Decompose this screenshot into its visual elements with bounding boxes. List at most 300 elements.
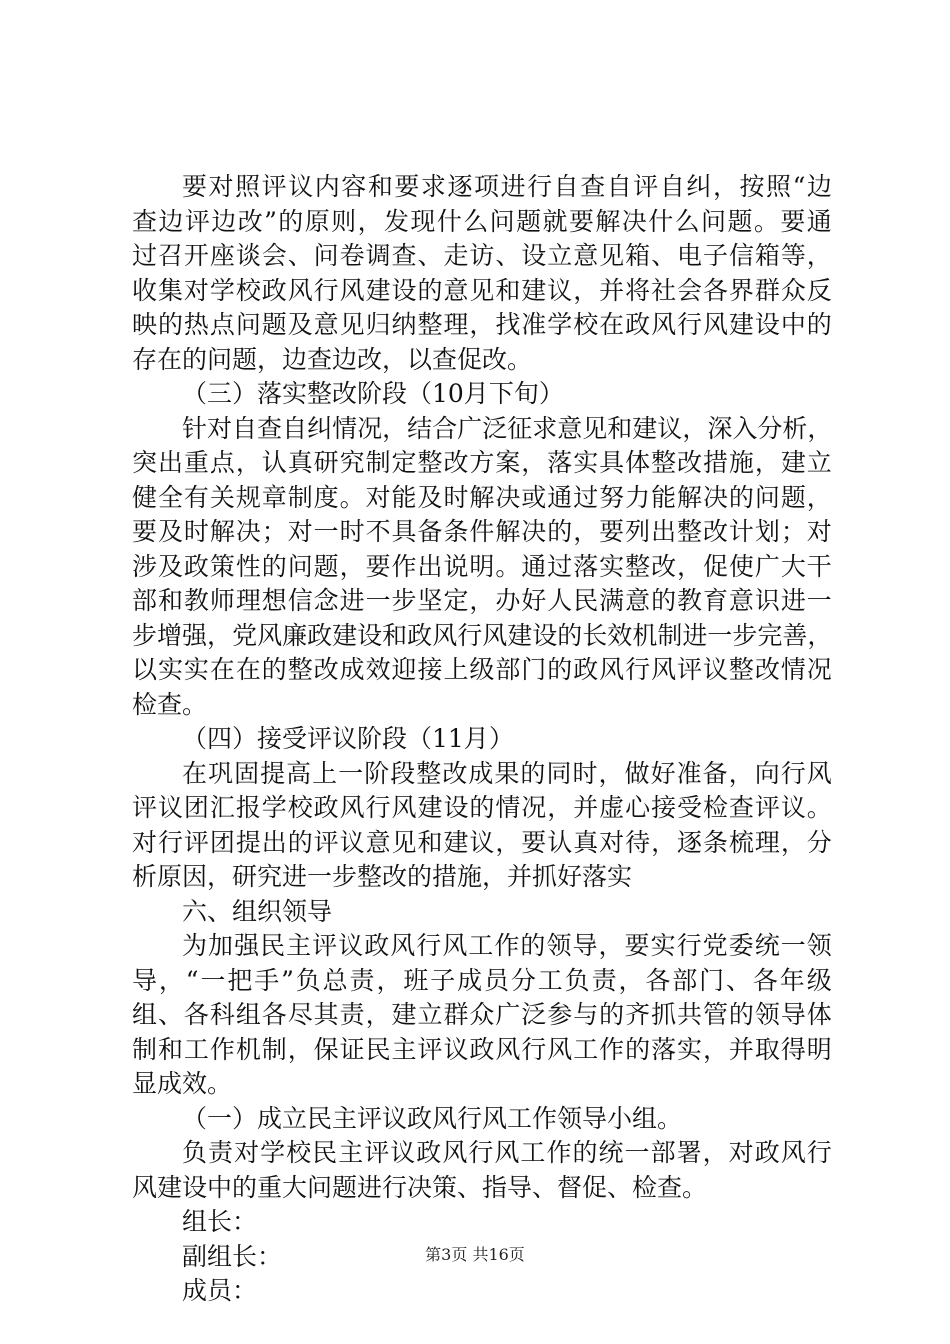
glyph: 团 (209, 827, 235, 857)
glyph: 解 (495, 517, 521, 546)
glyph: 对 (365, 482, 391, 512)
glyph: 作 (546, 1138, 572, 1167)
glyph: 风 (494, 1138, 520, 1167)
glyph: 想 (261, 586, 287, 615)
glyph: 机 (235, 1034, 261, 1064)
glyph: 、 (651, 241, 677, 270)
glyph: 制 (365, 448, 391, 477)
text-line (132, 481, 832, 516)
text-line (132, 722, 832, 757)
glyph: 实 (599, 551, 625, 581)
glyph: 整 (677, 517, 703, 546)
glyph: 突 (132, 448, 158, 477)
glyph: ， (807, 620, 832, 650)
glyph: 自 (659, 172, 685, 201)
glyph: 具 (391, 517, 417, 546)
text-line (132, 343, 832, 378)
glyph: ， (677, 551, 703, 581)
glyph: 和 (157, 1034, 183, 1064)
glyph: 条 (702, 827, 728, 857)
text-line (132, 895, 832, 930)
glyph: 要 (365, 551, 391, 581)
glyph: 会 (677, 275, 703, 305)
glyph: 落 (547, 448, 573, 477)
page-number-label: 第3页 共16页 (425, 1245, 525, 1264)
glyph: 逐 (677, 827, 703, 857)
glyph: 一 (313, 517, 339, 546)
glyph: 题 (516, 206, 542, 236)
glyph: 通 (521, 551, 547, 581)
glyph: 署 (676, 1138, 702, 1167)
text-line (132, 1102, 832, 1137)
glyph: 过 (573, 482, 599, 512)
glyph: 要 (599, 517, 625, 546)
glyph: 阶 (364, 758, 390, 788)
glyph: ， (651, 827, 677, 857)
glyph: 强 (182, 620, 208, 650)
text-line-content: 检查。 (132, 689, 208, 719)
glyph: 析 (782, 413, 808, 443)
glyph: 的 (599, 1000, 625, 1029)
glyph: 改 (677, 448, 703, 477)
glyph: ， (495, 827, 521, 857)
glyph: 发 (383, 206, 409, 236)
glyph: 级 (469, 655, 495, 684)
glyph: ； (261, 517, 287, 546)
glyph: ， (618, 965, 644, 995)
text-line (132, 1205, 832, 1240)
text-line (132, 619, 832, 654)
glyph: 教 (677, 586, 703, 615)
glyph: 行 (780, 758, 806, 788)
glyph: 作 (391, 551, 417, 581)
glyph: 查 (391, 241, 417, 270)
glyph: 及 (157, 517, 183, 546)
glyph: 的 (547, 655, 573, 684)
glyph: 对 (287, 517, 313, 546)
glyph: ， (365, 1000, 391, 1029)
glyph: 报 (235, 793, 261, 822)
glyph: ， (598, 758, 624, 788)
glyph: 成 (339, 655, 365, 684)
glyph: 的 (520, 931, 546, 960)
glyph: ， (780, 827, 806, 857)
glyph: 各 (645, 965, 671, 995)
glyph: 收 (132, 275, 158, 305)
glyph: 成 (457, 965, 483, 995)
glyph: 年 (779, 965, 805, 995)
glyph: 按 (739, 172, 765, 201)
glyph: 对 (806, 517, 832, 546)
glyph: 成 (468, 758, 494, 788)
glyph: 政 (183, 551, 209, 581)
glyph: 证 (339, 1034, 365, 1064)
glyph: 时 (339, 517, 365, 546)
glyph: 廉 (282, 620, 308, 650)
glyph: 决 (621, 206, 647, 236)
glyph: 高 (286, 758, 312, 788)
glyph: 查 (257, 413, 283, 443)
text-line-content: 六、组织领导 (182, 896, 333, 926)
glyph: 建 (365, 275, 391, 305)
glyph: 见 (391, 827, 417, 857)
glyph: 主 (338, 1138, 364, 1167)
glyph: 情 (332, 413, 358, 443)
glyph: 卷 (339, 241, 365, 270)
glyph: 时 (183, 517, 209, 546)
glyph: 题 (261, 310, 287, 339)
glyph: 一 (624, 1138, 650, 1167)
glyph: 能 (391, 482, 417, 512)
glyph: 风 (257, 620, 283, 650)
glyph: 召 (157, 241, 183, 270)
glyph: 备 (702, 758, 728, 788)
glyph: 问 (313, 241, 339, 270)
glyph: ， (207, 620, 233, 650)
glyph: 要 (624, 931, 650, 960)
glyph: 风 (482, 620, 508, 650)
glyph: 自 (232, 413, 258, 443)
glyph: 性 (235, 551, 261, 581)
glyph: 受 (677, 793, 703, 822)
glyph: “ (792, 172, 806, 201)
glyph: 什 (436, 206, 462, 236)
glyph: 什 (648, 206, 674, 236)
glyph: ， (357, 206, 383, 236)
glyph: 的 (520, 758, 546, 788)
glyph: ， (339, 551, 365, 581)
glyph: 见 (339, 310, 365, 339)
glyph: 检 (702, 793, 728, 822)
glyph: 众 (780, 275, 806, 305)
glyph: 案 (495, 448, 521, 477)
glyph: 落 (651, 1034, 677, 1064)
glyph: 接 (417, 655, 443, 684)
glyph: 措 (702, 448, 728, 477)
glyph: 效 (607, 620, 633, 650)
glyph: 就 (542, 206, 568, 236)
glyph: 负 (182, 1138, 208, 1167)
glyph: 以 (132, 655, 158, 684)
glyph: 提 (260, 758, 286, 788)
glyph: ， (754, 448, 780, 477)
glyph: 涉 (132, 551, 158, 581)
glyph: 解 (595, 206, 621, 236)
glyph: 风 (432, 620, 458, 650)
glyph: 有 (183, 482, 209, 512)
glyph: 党 (232, 620, 258, 650)
glyph: 工 (520, 1138, 546, 1167)
glyph: 界 (728, 275, 754, 305)
glyph: 一 (707, 620, 733, 650)
text-line (132, 446, 832, 481)
glyph: 实 (650, 931, 676, 960)
glyph: 箱 (625, 241, 651, 270)
glyph: 步 (732, 620, 758, 650)
text-line (132, 860, 832, 895)
glyph: 同 (546, 758, 572, 788)
glyph: ， (702, 1138, 728, 1167)
glyph: 评 (364, 1138, 390, 1167)
glyph: 边 (806, 172, 832, 201)
glyph: 。 (806, 793, 832, 822)
glyph: 主 (286, 931, 312, 960)
glyph: 况 (806, 655, 832, 684)
glyph: 广 (754, 551, 780, 581)
glyph: 梳 (728, 827, 754, 857)
text-line (132, 1136, 832, 1171)
glyph: 制 (132, 1034, 158, 1064)
glyph: 建 (443, 827, 469, 857)
glyph: 行 (677, 310, 703, 339)
text-line (132, 688, 832, 723)
glyph: 明 (469, 551, 495, 581)
glyph: 么 (463, 206, 489, 236)
glyph: 求 (532, 413, 558, 443)
glyph: 负 (564, 965, 590, 995)
glyph: 集 (157, 275, 183, 305)
glyph: 干 (806, 551, 832, 581)
glyph: 步 (132, 620, 158, 650)
glyph: 的 (261, 655, 287, 684)
glyph: 合 (432, 413, 458, 443)
glyph: 得 (780, 1034, 806, 1064)
glyph: ， (598, 931, 624, 960)
glyph: 整 (651, 448, 677, 477)
glyph: 促 (702, 551, 728, 581)
glyph: 在 (182, 758, 208, 788)
text-line (132, 757, 832, 792)
glyph: 议 (338, 931, 364, 960)
glyph: 整 (416, 758, 442, 788)
text-line (132, 515, 832, 550)
glyph: 的 (806, 310, 832, 339)
glyph: 风 (442, 1138, 468, 1167)
glyph: 的 (572, 1138, 598, 1167)
glyph: 改 (443, 448, 469, 477)
glyph: 。 (753, 206, 779, 236)
glyph: 齐 (625, 1000, 651, 1029)
glyph: 问 (287, 551, 313, 581)
glyph: 、 (726, 965, 752, 995)
glyph: 子 (430, 965, 456, 995)
glyph: 进 (682, 620, 708, 650)
text-line (132, 377, 832, 412)
glyph: 改 (442, 758, 468, 788)
glyph: 定 (443, 586, 469, 615)
glyph: 定 (391, 448, 417, 477)
glyph: 不 (365, 517, 391, 546)
glyph: 民 (260, 931, 286, 960)
glyph: 和 (495, 275, 521, 305)
glyph: 师 (209, 586, 235, 615)
glyph: 会 (261, 241, 287, 270)
glyph: 建 (632, 413, 658, 443)
glyph: 意 (573, 241, 599, 270)
text-line-content: （三）落实整改阶段（10月下旬） (182, 379, 564, 408)
glyph: ； (780, 517, 806, 546)
glyph: 进 (780, 586, 806, 615)
glyph: 箱 (754, 241, 780, 270)
glyph: ， (806, 482, 832, 512)
glyph: 果 (494, 758, 520, 788)
glyph: 建 (507, 620, 533, 650)
glyph: ， (547, 793, 573, 822)
glyph: ， (807, 413, 832, 443)
glyph: 要 (394, 172, 420, 201)
glyph: ， (235, 448, 261, 477)
glyph: 风 (702, 310, 728, 339)
glyph: ， (521, 448, 547, 477)
glyph: ， (728, 758, 754, 788)
glyph: 改 (702, 517, 728, 546)
glyph: 风 (651, 655, 677, 684)
document-body (132, 170, 832, 1309)
glyph: 工 (468, 931, 494, 960)
glyph: 对 (728, 1138, 754, 1167)
glyph: 人 (547, 586, 573, 615)
glyph: 改 (237, 206, 263, 236)
glyph: 风 (806, 758, 832, 788)
glyph: 组 (235, 1000, 261, 1029)
glyph: ， (573, 275, 599, 305)
glyph: 学 (261, 793, 287, 822)
glyph: 则 (331, 206, 357, 236)
glyph: 行 (625, 655, 651, 684)
glyph: 实 (573, 448, 599, 477)
glyph: 入 (732, 413, 758, 443)
glyph: 在 (209, 655, 235, 684)
glyph: 及 (157, 551, 183, 581)
glyph: 见 (599, 241, 625, 270)
glyph: 纠 (307, 413, 333, 443)
glyph: 风 (339, 793, 365, 822)
glyph: 出 (261, 827, 287, 857)
glyph: 意 (313, 310, 339, 339)
glyph: 问 (701, 206, 727, 236)
glyph: 等 (780, 241, 806, 270)
glyph: 整 (417, 310, 443, 339)
glyph: 政 (261, 275, 287, 305)
glyph: 制 (287, 482, 313, 512)
text-line (132, 1067, 832, 1102)
glyph: 导 (780, 1000, 806, 1029)
glyph: 责 (208, 1138, 234, 1167)
glyph: 和 (417, 827, 443, 857)
text-line (132, 1033, 832, 1068)
glyph: 健 (132, 482, 158, 512)
glyph: 学 (209, 275, 235, 305)
glyph: 各 (752, 965, 778, 995)
glyph: 决 (495, 482, 521, 512)
glyph: 组 (132, 1000, 158, 1029)
glyph: 意 (728, 586, 754, 615)
glyph: 导 (572, 931, 598, 960)
glyph: 明 (806, 1034, 832, 1064)
glyph: 中 (780, 310, 806, 339)
glyph: 共 (677, 1000, 703, 1029)
glyph: 实 (677, 1034, 703, 1064)
glyph: 校 (286, 1138, 312, 1167)
glyph: 进 (339, 586, 365, 615)
glyph: 设 (443, 793, 469, 822)
glyph: 谈 (235, 241, 261, 270)
glyph: 政 (364, 931, 390, 960)
glyph: 意 (557, 413, 583, 443)
glyph: 及 (287, 310, 313, 339)
glyph: 项 (474, 172, 500, 201)
glyph: 学 (547, 310, 573, 339)
glyph: 见 (582, 413, 608, 443)
glyph: 议 (443, 1034, 469, 1064)
text-line (132, 964, 832, 999)
glyph: 待 (625, 827, 651, 857)
glyph: 员 (484, 965, 510, 995)
glyph: 部 (495, 655, 521, 684)
glyph: 门 (699, 965, 725, 995)
glyph: 校 (287, 793, 313, 822)
glyph: 社 (651, 275, 677, 305)
glyph: 为 (182, 931, 208, 960)
glyph: 、 (417, 241, 443, 270)
glyph: 找 (495, 310, 521, 339)
glyph: 过 (547, 551, 573, 581)
glyph: 议 (288, 172, 314, 201)
glyph: 的 (728, 1000, 754, 1029)
text-line-content: 风建设中的重大问题进行决策、指导、督促、检查。 (132, 1172, 708, 1202)
glyph: 备 (417, 517, 443, 546)
glyph: 自 (282, 413, 308, 443)
glyph: 广 (495, 1000, 521, 1029)
glyph: 行 (806, 1138, 832, 1167)
glyph: 章 (261, 482, 287, 512)
glyph: 广 (457, 413, 483, 443)
glyph: 。 (339, 482, 365, 512)
glyph: 研 (313, 448, 339, 477)
glyph: ， (158, 965, 184, 995)
glyph: 问 (235, 310, 261, 339)
glyph: 行 (521, 1034, 547, 1064)
glyph: 校 (235, 275, 261, 305)
glyph: 映 (132, 310, 158, 339)
glyph: 各 (261, 1000, 287, 1029)
glyph: 与 (573, 1000, 599, 1029)
glyph: 建 (391, 1000, 417, 1029)
glyph: 热 (183, 310, 209, 339)
glyph: 行 (313, 275, 339, 305)
glyph: 点 (209, 448, 235, 477)
glyph: 照 (235, 172, 261, 201)
glyph: 评 (183, 827, 209, 857)
glyph: ” (281, 965, 294, 995)
glyph: 出 (651, 517, 677, 546)
glyph: 解 (469, 482, 495, 512)
glyph: 评 (417, 1034, 443, 1064)
glyph: 意 (443, 275, 469, 305)
glyph: 立 (417, 1000, 443, 1029)
glyph: 题 (780, 482, 806, 512)
glyph: 时 (443, 482, 469, 512)
glyph: ， (702, 1034, 728, 1064)
glyph: 的 (728, 482, 754, 512)
glyph: 固 (234, 758, 260, 788)
glyph: 评 (261, 172, 287, 201)
glyph: 完 (757, 620, 783, 650)
text-line (132, 929, 832, 964)
glyph: 心 (625, 793, 651, 822)
glyph: 政 (625, 310, 651, 339)
glyph: 虚 (599, 793, 625, 822)
